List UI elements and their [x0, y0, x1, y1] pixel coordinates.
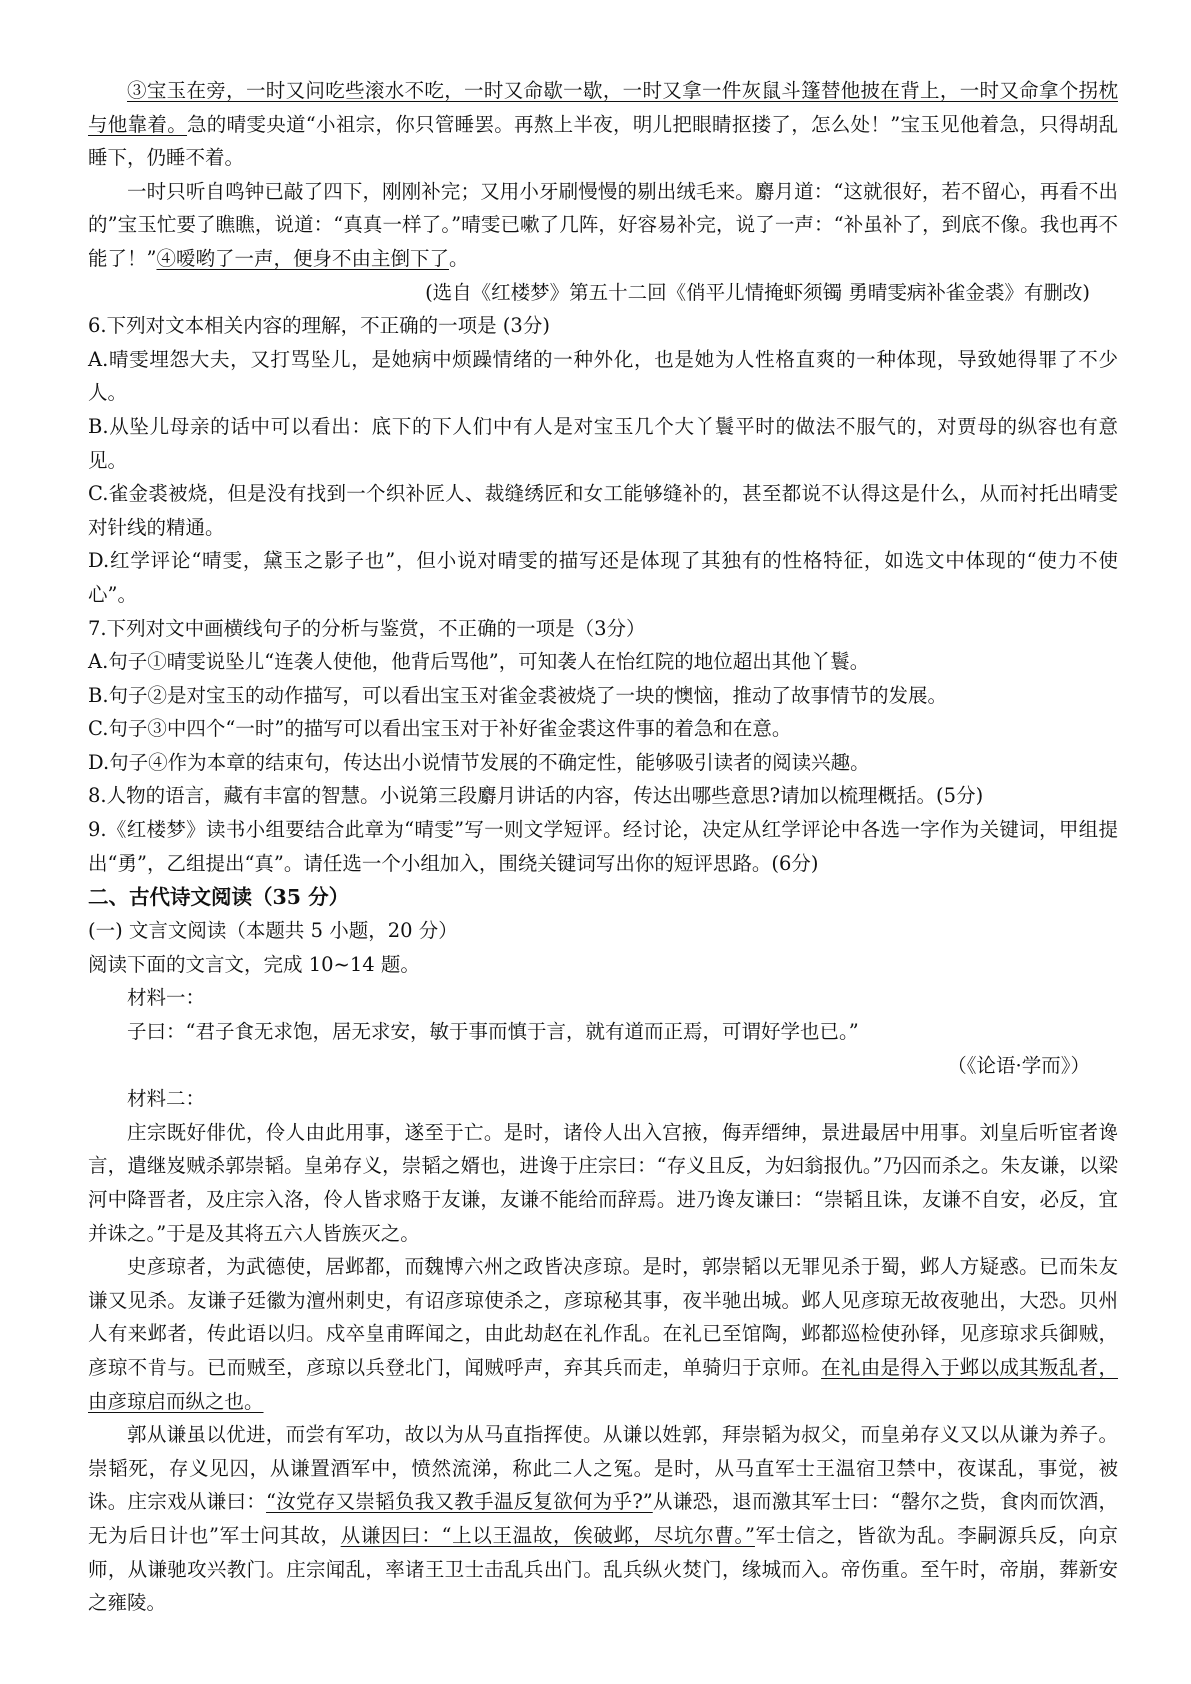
- paragraph-s2: [88, 880, 1118, 914]
- text-segment: 一时只听自鸣钟已敲了四下，刚刚补完；又用小牙刷慢慢的剔出绒毛来。麝月道：“这就很好，若不留心，再看不出的”宝玉忙要了瞧瞧，说道：“真真一样了。”晴雯已嗽了几阵，好容易补完，说了一声：“补虽补了，到底不像。我也再不能了！”: [88, 179, 1118, 270]
- underlined-sentence: 在礼由是得入于邺以成其叛乱者，由彦琼启而纵之也。: [88, 1355, 1118, 1413]
- exam-page: [88, 74, 1118, 1620]
- text-segment: A.晴雯埋怨大夫，又打骂坠儿，是她病中烦躁情绪的一种外化，也是她为人性格直爽的一种体现，导致她得罪了不少人。: [88, 347, 1118, 405]
- paragraph-q6: [88, 309, 1118, 343]
- paragraph-q7a: [88, 645, 1118, 679]
- underlined-sentence: ③宝玉在旁，一时又问吃些滚水不吃，一时又命歇一歇，一时又拿一件灰鼠斗篷替他披在背上，一时又命拿个拐枕与他靠着。: [88, 79, 1118, 136]
- text-segment: 8.人物的语言，藏有丰富的智慧。小说第三段麝月讲话的内容，传达出哪些意思?请加以梳理概括。(5分): [88, 784, 984, 808]
- text-segment: 阅读下面的文言文，完成 10~14 题。: [88, 952, 420, 976]
- paragraph-q6d: [88, 544, 1118, 611]
- paragraph-m2p2: [88, 1250, 1118, 1418]
- text-segment: 急的晴雯央道“小祖宗，你只管睡罢。再熬上半夜，明儿把眼睛抠搂了，怎么处！”宝玉见他着急，只得胡乱睡下，仍睡不着。: [88, 112, 1118, 170]
- text-segment: (选自《红楼梦》第五十二回《俏平儿情掩虾须镯 勇晴雯病补雀金裘》有删改): [425, 280, 1090, 304]
- paragraph-m1t: [88, 1015, 1118, 1049]
- text-segment: 军士信之，皆欲为乱。李嗣源兵反，向京师，从谦驰攻兴教门。庄宗闻乱，率诸王卫士击乱兵出门。乱兵纵火焚门，缘城而入。帝伤重。至午时，帝崩，葬新安之雍陵。: [88, 1523, 1118, 1615]
- text-segment: (一) 文言文阅读（本题共 5 小题，20 分）: [88, 919, 458, 943]
- paragraph-q7: [88, 612, 1118, 646]
- underlined-sentence: 从谦因曰：“上以王温故，俟破邺，尽坑尔曹。”: [340, 1523, 755, 1547]
- paragraph-q6a: [88, 343, 1118, 410]
- text-segment: 庄宗既好俳优，伶人由此用事，遂至于亡。是时，诸伶人出入宫掖，侮弄缙绅，景进最居中用事。刘皇后听宦者谗言，遣继岌贼杀郭崇韬。皇弟存义，崇韬之婿也，进谗于庄宗曰：“存义且反，为妇翁报仇。”乃囚而杀之。朱友谦，以梁河中降晋者，及庄宗入洛，伶人皆求赂于友谦，友谦不能给而辞焉。进乃谗友谦曰：“崇韬且诛，友谦不自安，必反，宜并诛之。”于是及其将五六人皆族灭之。: [88, 1120, 1118, 1245]
- paragraph-q7d: [88, 746, 1118, 780]
- paragraph-m1: [88, 981, 1118, 1015]
- text-segment: 二、古代诗文阅读（35 分）: [88, 885, 350, 910]
- text-segment: 史彦琼者，为武德使，居邺都，而魏博六州之政皆决彦琼。是时，郭崇韬以无罪见杀于蜀，邺人方疑惑。已而朱友谦又见杀。友谦子廷徽为澶州刺史，有诏彦琼使杀之，彦琼秘其事，夜半驰出城。邺人见彦琼无故夜驰出，大恐。贝州人有来邺者，传此语以归。戍卒皇甫晖闻之，由此劫赵在礼作乱。在礼已至馆陶，邺都巡检使孙铎，见彦琼求兵御贼，彦琼不肯与。已而贼至，彦琼以兵登北门，闻贼呼声，弃其兵而走，单骑归于京师。: [88, 1255, 1118, 1379]
- paragraph-p1: [88, 74, 1118, 175]
- text-segment: C.句子③中四个“一时”的描写可以看出宝玉对于补好雀金裘这件事的着急和在意。: [88, 717, 792, 741]
- paragraph-p2: [88, 175, 1118, 276]
- paragraph-q6b: [88, 410, 1118, 477]
- underlined-sentence: “汝党存又崇韬负我又教手温反复欲何为乎?”: [266, 1490, 653, 1514]
- paragraph-q9: [88, 813, 1118, 880]
- paragraph-q6c: [88, 477, 1118, 544]
- paragraph-s2a: [88, 914, 1118, 948]
- paragraph-s2b: [88, 948, 1118, 982]
- paragraph-m2: [88, 1082, 1118, 1116]
- text-segment: 9.《红楼梦》读书小组要结合此章为“晴雯”写一则文学短评。经讨论，决定从红学评论中各选一字作为关键词，甲组提出“勇”，乙组提出“真”。请任选一个小组加入，围绕关键词写出你的短评思路。(6分): [88, 818, 1118, 875]
- text-segment: A.句子①晴雯说坠儿“连袭人使他，他背后骂他”，可知袭人在怡红院的地位超出其他丫鬟。: [88, 650, 870, 674]
- text-segment: 。: [449, 246, 469, 270]
- text-segment: 7.下列对文中画横线句子的分析与鉴赏，不正确的一项是（3分）: [88, 616, 646, 640]
- underlined-sentence: ④嗳哟了一声，便身不由主倒下了: [156, 246, 449, 270]
- paragraph-p3: [88, 276, 1118, 310]
- paragraph-q7b: [88, 679, 1118, 713]
- text-segment: 材料二：: [127, 1087, 206, 1111]
- text-segment: 从谦恐，退而激其军士曰：“罄尔之赀，食肉而饮酒，无为后日计也”军士问其故，: [88, 1490, 1118, 1547]
- paragraph-m2p1: [88, 1116, 1118, 1250]
- text-segment: D.红学评论“晴雯，黛玉之影子也”，但小说对晴雯的描写还是体现了其独有的性格特征，如选文中体现的“使力不使心”。: [88, 549, 1118, 606]
- text-segment: 郭从谦虽以优进，而尝有军功，故以为从马直指挥使。从谦以姓郭，拜崇韬为叔父，而皇弟存义又以从谦为养子。崇韬死，存义见囚，从谦置酒军中，愤然流涕，称此二人之冤。是时，从马直军士王温宿卫禁中，夜谋乱，事觉，被诛。庄宗戏从谦曰：: [88, 1423, 1118, 1514]
- text-segment: 子曰：“君子食无求饱，居无求安，敏于事而慎于言，就有道而正焉，可谓好学也已。”: [127, 1020, 859, 1044]
- paragraph-q7c: [88, 712, 1118, 746]
- text-segment: D.句子④作为本章的结束句，传达出小说情节发展的不确定性，能够吸引读者的阅读兴趣。: [88, 750, 870, 774]
- text-segment: B.从坠儿母亲的话中可以看出：底下的下人们中有人是对宝玉几个大丫鬟平时的做法不服气的，对贾母的纵容也有意见。: [88, 414, 1118, 472]
- text-segment: 材料一：: [127, 986, 206, 1010]
- text-segment: B.句子②是对宝玉的动作描写，可以看出宝玉对雀金裘被烧了一块的懊恼，推动了故事情节的发展。: [88, 683, 948, 707]
- paragraph-m1s: [88, 1049, 1118, 1083]
- text-segment: 6.下列对文本相关内容的理解，不正确的一项是 (3分): [88, 314, 550, 338]
- paragraph-q8: [88, 779, 1118, 813]
- text-segment: （《论语·学而》）: [947, 1053, 1090, 1077]
- text-segment: C.雀金裘被烧，但是没有找到一个织补匠人、裁缝绣匠和女工能够缝补的，甚至都说不认得这是什么，从而衬托出晴雯对针线的精通。: [88, 482, 1118, 539]
- paragraph-m2p3: [88, 1418, 1118, 1620]
